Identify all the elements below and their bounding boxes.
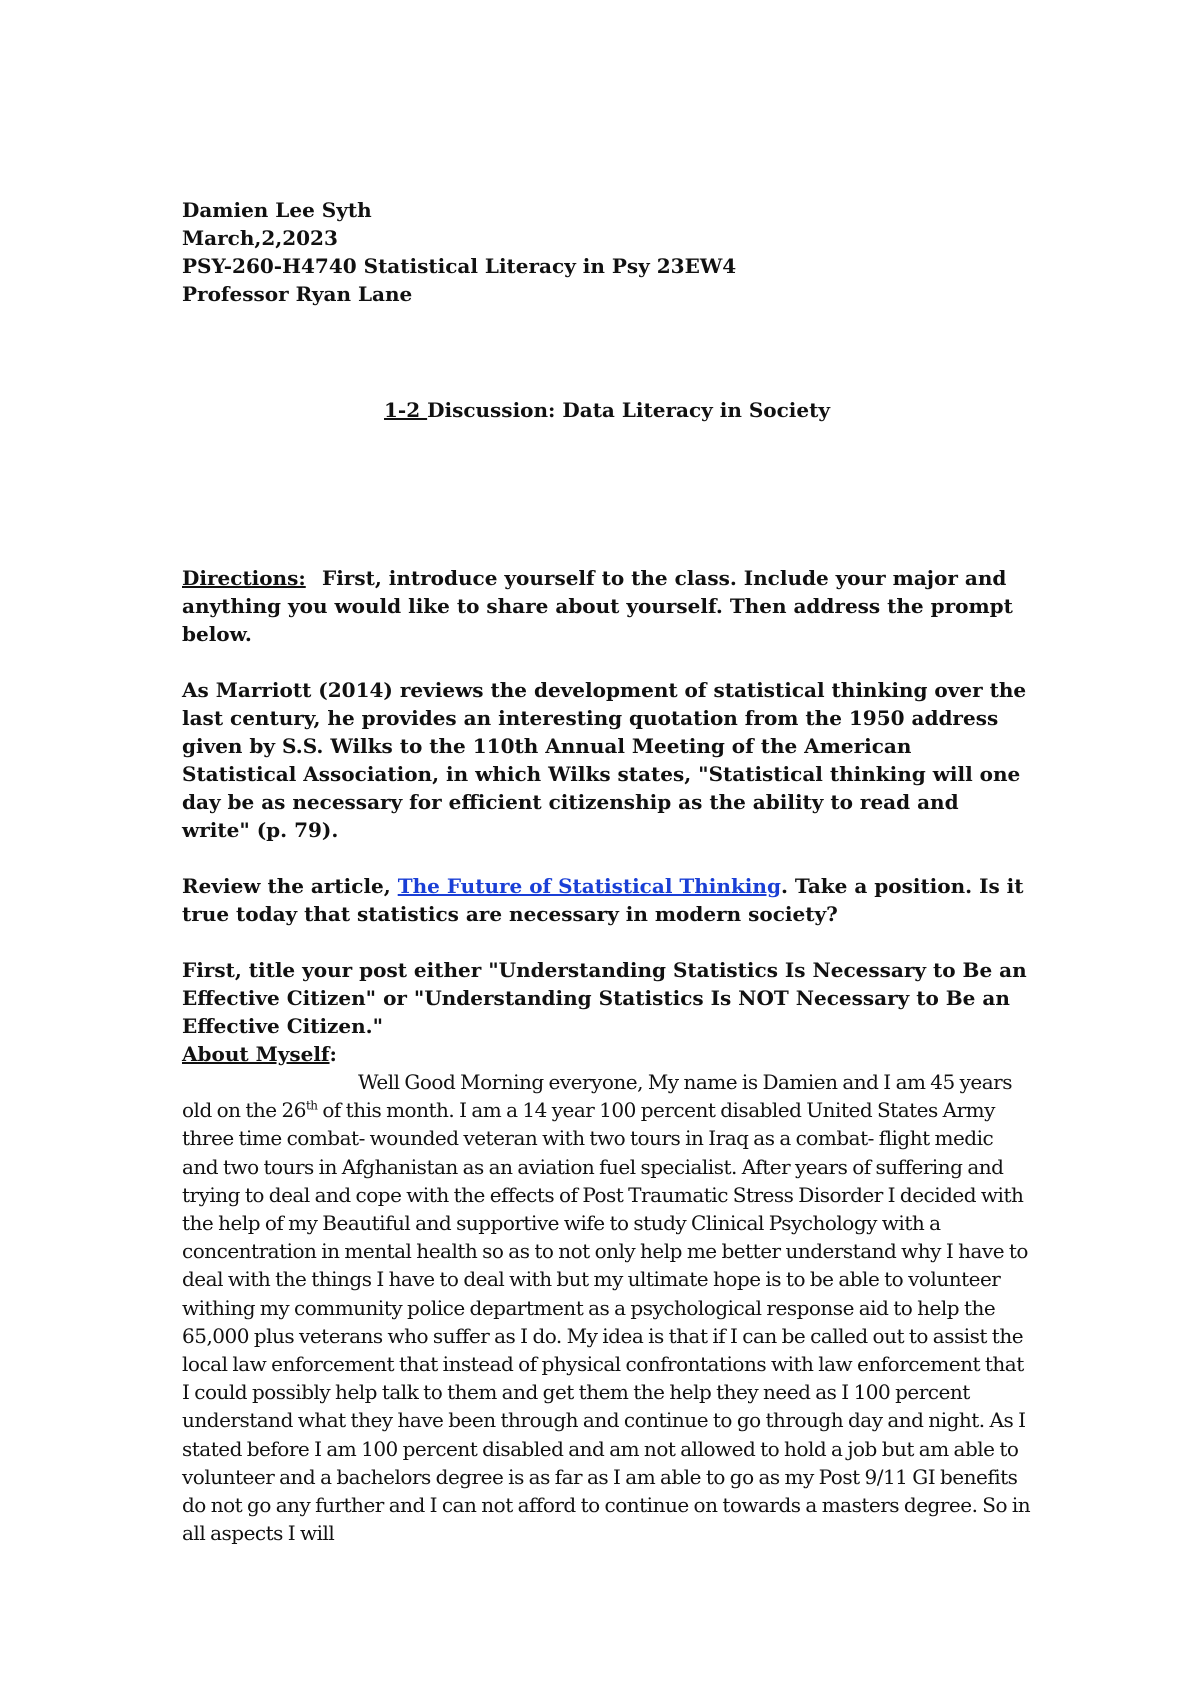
about-body-part2: of this month. I am a 14 year 100 percent disabled United States Army three time combat- wounded veteran with two tours in Iraq as a combat- flight medic and two tours in Afghanistan as an aviation fuel specialist. After years of suffering and trying to deal and cope with the effects of Post Traumatic Stress Disorder I decided with the help of my Beautiful and supportive wife to study Clinical Psychology with a concentration in mental health so as to not only help me better understand why I have to deal with the things I have to deal with but my ultimate hope is to be able to volunteer withing my community police department as a psychological response aid to help the 65,000 plus veterans who suffer as I do. My idea is that if I can be called out to assist the local law enforcement that instead of physical confrontations with law enforcement that I could possibly help talk to them and get them the help they need as I 100 percent understand what they have been through and continue to go through day and night. As I stated before I am 100 percent disabled and am not allowed to hold a job but am able to volunteer and a bachelors degree is as far as I am able to go as my Post 9/11 GI benefits do not go any further and I can not afford to continue on towards a masters degree. So in all aspects I will [182,1098,1031,1546]
quote-paragraph: As Marriott (2014) reviews the development of statistical thinking over the last century, he provides an interesting quotation from the 1950 address given by S.S. Wilks to the 110th Annual Meeting of the American Statistical Association, in which Wilks states, "Statistical thinking will one day be as necessary for efficient citizenship as the ability to read and write" (p. 79). [182,678,1027,842]
about-body-part1: Well Good Morning everyone, My name is Damien and I am 45 years old on the 26 [182,1070,1012,1123]
document-title [182,396,1032,424]
ordinal-suffix: th [305,1098,318,1113]
professor-name: Professor Ryan Lane [182,282,413,306]
course-title: PSY-260-H4740 Statistical Literacy in Psy 23EW4 [182,254,737,278]
about-body [182,1068,1032,1547]
article-link[interactable]: The Future of Statistical Thinking [397,874,781,898]
about-heading [182,1040,1032,1068]
about-heading-colon: : [329,1042,337,1066]
directions-label: Directions: [182,566,306,590]
author-name: Damien Lee Syth [182,198,372,222]
submission-date: March,2,2023 [182,226,338,250]
directions-text: First, introduce yourself to the class. Include your major and anything you would like to share about yourself. Then address the prompt below. [182,566,1013,646]
assignment-prompt [182,564,1032,1068]
about-heading-text: About Myself [182,1042,330,1066]
author-header [182,196,1032,308]
directions-paragraph [182,564,1032,648]
review-prefix: Review the article, [182,874,398,898]
document-page [182,196,1032,1546]
about-section [182,1040,1032,1547]
title-text: Discussion: Data Literacy in Society [427,398,830,422]
review-paragraph [182,872,1032,928]
title-instruction-paragraph: First, title your post either "Understanding Statistics Is Necessary to Be an Effective Citizen" or "Understanding Statistics Is NOT Necessary to Be an Effective Citizen." [182,958,1027,1038]
review-suffix: . Take a position. Is it true today that statistics are necessary in modern society? [182,874,1024,926]
title-number: 1-2 [384,398,428,422]
